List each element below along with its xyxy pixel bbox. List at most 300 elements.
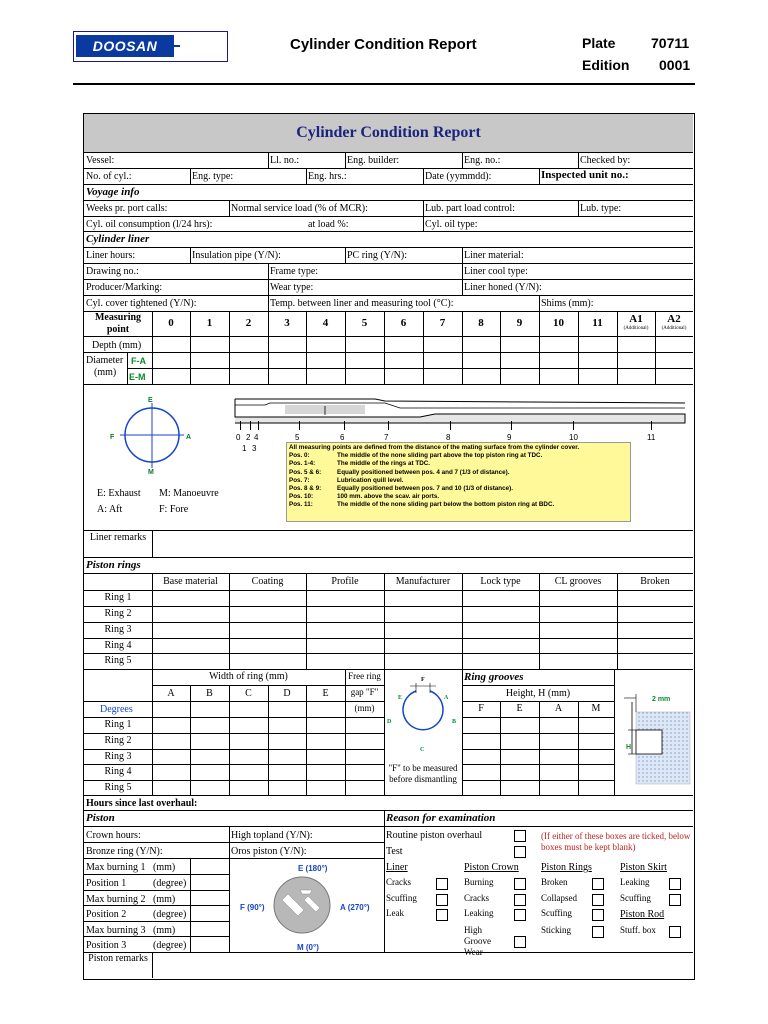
note-row-key: Pos. 0: — [289, 452, 310, 460]
measuring-point-number: 6 — [400, 317, 407, 329]
note-row — [289, 501, 628, 509]
note-row-value: Equally positioned between pos. 7 and 10 (1/3 of distance). — [337, 485, 513, 493]
tick-note: (If either of these boxes are ticked, below boxes must be kept blank) — [541, 831, 691, 852]
reason-item-checkbox[interactable] — [669, 926, 681, 938]
rule — [84, 952, 693, 953]
width-column-header: E — [322, 688, 329, 699]
crown-f90: F (90°) — [240, 903, 265, 912]
profile-tick-line — [344, 421, 345, 430]
note-row-key: Pos. 10: — [289, 493, 314, 501]
note-rows — [289, 452, 628, 509]
liner-hours-label: Liner hours: — [86, 250, 136, 261]
f-measured-label: "F" to be measured — [388, 763, 458, 773]
measuring-point-number: 11 — [592, 317, 603, 329]
doosan-logo: DOOSAN — [76, 35, 174, 57]
profile-tick-line — [450, 421, 451, 430]
em-label: E-M — [129, 372, 146, 382]
profile-tick-line — [258, 421, 259, 430]
test-label: Test — [386, 846, 403, 857]
gap-diagram-b: B — [452, 719, 457, 725]
piston-heading: Piston — [86, 812, 115, 824]
note-row-value: The middle of the none sliding part above the top piston ring at TDC. — [337, 452, 543, 460]
reason-item-checkbox[interactable] — [436, 878, 448, 890]
frame-type-label: Frame type: — [270, 266, 319, 277]
rule — [462, 685, 614, 686]
profile-tick-label: 1 — [242, 444, 247, 453]
legend-fore: F: Fore — [159, 504, 189, 515]
h-label: H — [626, 744, 632, 751]
ring-row-label: Ring 1 — [104, 719, 132, 730]
reason-item-label: Cracks — [386, 877, 411, 887]
profile-tick-line — [651, 421, 652, 430]
ring-row-label: Ring 3 — [104, 624, 132, 635]
rule — [84, 826, 693, 827]
rule — [268, 152, 269, 168]
rule — [384, 573, 385, 669]
width-column-header: C — [245, 688, 252, 699]
eng-hrs-label: Eng. hrs.: — [308, 171, 347, 182]
rule — [127, 368, 693, 369]
rule — [84, 557, 693, 558]
measuring-point-number: 1 — [206, 317, 213, 329]
eng-builder-label: Eng. builder: — [347, 155, 400, 166]
rule — [423, 168, 424, 184]
measuring-points-note — [286, 442, 631, 522]
profile-tick-line — [250, 421, 251, 430]
rule — [84, 890, 229, 891]
orientation-m: M — [148, 469, 154, 476]
rule — [539, 701, 540, 795]
rule — [152, 952, 153, 978]
gap-diagram-c: C — [420, 747, 425, 753]
rule — [578, 200, 579, 216]
oros-label: Oros piston (Y/N): — [231, 846, 307, 857]
reason-item-label: Scuffing — [620, 893, 651, 903]
reason-item-label: Collapsed — [541, 893, 577, 903]
reason-item-checkbox[interactable] — [436, 909, 448, 921]
profile-tick-line — [573, 421, 574, 430]
rule — [617, 573, 618, 669]
crown-reason-heading: Piston Crown — [464, 862, 519, 873]
note-row-value: Equally positioned between pos. 4 and 7 (1/3 of distance). — [337, 468, 510, 476]
rule — [84, 311, 693, 312]
weeks-label: Weeks pr. port calls: — [86, 203, 168, 214]
temp-between-label: Temp. between liner and measuring tool (°C): — [270, 298, 454, 309]
reason-item-checkbox[interactable] — [514, 909, 526, 921]
gap-diagram-e: E — [398, 695, 403, 701]
rule — [462, 247, 463, 295]
rule — [84, 279, 693, 280]
gap-diagram-a: A — [444, 695, 449, 701]
profile-tick-label: 2 — [246, 433, 251, 442]
rule — [84, 749, 384, 750]
ring-row-label: Ring 4 — [104, 640, 132, 651]
ring-row-label: Ring 3 — [104, 751, 132, 762]
rule — [84, 530, 693, 531]
rule — [152, 530, 153, 557]
rule — [462, 701, 614, 702]
piston-row-label: Position 3 — [86, 940, 127, 951]
rule — [423, 200, 424, 231]
liner-honed-label: Liner honed (Y/N): — [464, 282, 542, 293]
profile-tick-label: 10 — [569, 433, 578, 442]
ring-column-header: Base material — [163, 576, 218, 587]
piston-row-unit: (mm) — [153, 925, 176, 936]
edition-label: Edition — [582, 57, 630, 73]
width-column-header: D — [283, 688, 291, 699]
voyage-info-heading: Voyage info — [86, 186, 140, 198]
a1-additional: (Additional) — [623, 326, 649, 331]
cyl-oil-cons-label: Cyl. oil consumption (l/24 hrs): — [86, 219, 213, 230]
profile-tick-line — [388, 421, 389, 430]
rule — [190, 685, 191, 795]
rule — [84, 622, 693, 623]
rule — [578, 152, 579, 168]
header-rule — [73, 83, 695, 85]
rule — [500, 701, 501, 795]
reason-item-checkbox[interactable] — [669, 894, 681, 906]
reason-item-label: Burning — [464, 877, 494, 887]
liner-material-label: Liner material: — [464, 250, 524, 261]
routine-label: Routine piston overhaul — [386, 830, 483, 841]
reason-item-checkbox[interactable] — [592, 926, 604, 938]
note-row — [289, 493, 628, 501]
piston-row-unit: (mm) — [153, 862, 176, 873]
producer-label: Producer/Marking: — [86, 282, 163, 293]
rule — [539, 168, 540, 184]
eng-no-label: Eng. no.: — [464, 155, 501, 166]
degrees-label: Degrees — [100, 704, 133, 715]
rule — [614, 669, 615, 795]
cyl-oil-type-label: Cyl. oil type: — [425, 219, 478, 230]
gap-unit: (mm) — [354, 703, 375, 713]
ring-column-header: Broken — [640, 576, 670, 587]
ll-no-label: Ll. no.: — [270, 155, 300, 166]
piston-row-unit: (degree) — [153, 909, 187, 920]
diameter-unit: (mm) — [94, 367, 117, 378]
piston-row-label: Max burning 2 — [86, 894, 146, 905]
reason-item-checkbox[interactable] — [669, 878, 681, 890]
rule — [84, 764, 384, 765]
test-checkbox[interactable] — [514, 846, 526, 858]
rule — [268, 685, 269, 795]
rule — [345, 247, 346, 263]
reason-item-label: Leaking — [464, 908, 494, 918]
ring-column-header: Manufacturer — [395, 576, 451, 587]
rule — [84, 295, 693, 296]
note-row — [289, 460, 628, 468]
reason-item-checkbox[interactable] — [592, 909, 604, 921]
measuring-point-number: 9 — [516, 317, 523, 329]
rule — [84, 810, 693, 811]
rule — [84, 352, 693, 353]
profile-tick-label: 3 — [252, 444, 257, 453]
plate-value: 70711 — [651, 35, 690, 51]
liner-reason-heading: Liner — [386, 862, 408, 873]
ring-row-label: Ring 2 — [104, 608, 132, 619]
ring-column-header: Lock type — [480, 576, 521, 587]
edition-value: 0001 — [659, 57, 691, 73]
piston-row-label: Max burning 1 — [86, 862, 146, 873]
crown-a270: A (270°) — [340, 903, 370, 912]
rule — [84, 231, 693, 232]
no-cyl-label: No. of cyl.: — [86, 171, 132, 182]
high-topland-label: High topland (Y/N): — [231, 830, 313, 841]
profile-tick-label: 11 — [647, 433, 656, 442]
rings-reason-heading: Piston Rings — [541, 862, 592, 873]
rule — [84, 216, 693, 217]
crown-e180: E (180°) — [298, 864, 328, 873]
a2-label: A2 — [667, 313, 681, 325]
note-row-key: Pos. 5 & 6: — [289, 468, 322, 476]
wear-type-label: Wear type: — [270, 282, 314, 293]
reason-item-label: Stuff. box — [620, 925, 656, 935]
note-row-key: Pos. 8 & 9: — [289, 485, 322, 493]
rule — [84, 842, 384, 843]
at-load-label: at load %: — [308, 219, 349, 230]
rule — [578, 701, 579, 795]
form-title: Cylinder Condition Report — [296, 124, 481, 141]
date-label: Date (yymmdd): — [425, 171, 492, 182]
measuring-point-number: 3 — [284, 317, 290, 329]
note-row-value: The middle of the none sliding part below the bottom piston ring at BDC. — [337, 501, 555, 509]
note-row-key: Pos. 1-4: — [289, 460, 316, 468]
measuring-point-number: 5 — [361, 317, 368, 329]
free-ring-label: Free ring — [348, 671, 381, 681]
piston-row-unit: (degree) — [153, 940, 187, 951]
groove-column-header: E — [516, 703, 523, 714]
reason-heading: Reason for examination — [386, 812, 496, 824]
profile-tick-line — [511, 421, 512, 430]
profile-tick-line — [240, 421, 241, 430]
profile-tick-label: 8 — [446, 433, 451, 442]
rule — [462, 152, 463, 168]
rule — [84, 653, 693, 654]
rule — [84, 200, 693, 201]
groove-column-header: M — [591, 703, 601, 714]
rule — [190, 168, 191, 184]
note-row — [289, 477, 628, 485]
orientation-f: F — [110, 434, 115, 441]
ring-column-header: Coating — [251, 576, 284, 587]
note-head: All measuring points are defined from the distance of the mating surface from the cylinder cover. — [289, 444, 580, 451]
rule — [229, 826, 230, 858]
header-title: Cylinder Condition Report — [290, 36, 477, 53]
liner-profile-drawing — [225, 393, 690, 433]
rule — [84, 874, 229, 875]
logo-box — [73, 31, 228, 62]
rule — [190, 858, 191, 952]
note-row-value: 100 mm. above the scav. air ports. — [337, 493, 440, 501]
insulation-label: Insulation pipe (Y/N): — [192, 250, 281, 261]
piston-row-unit: (degree) — [153, 878, 187, 889]
profile-tick-label: 6 — [340, 433, 345, 442]
depth-label: Depth (mm) — [92, 340, 142, 351]
groove-column-header: F — [478, 703, 484, 714]
eng-type-label: Eng. type: — [192, 171, 234, 182]
piston-rings-heading: Piston rings — [86, 559, 141, 571]
legend-manoeuvre: M: Manoeuvre — [159, 488, 219, 499]
skirt-reason-heading: Piston Skirt — [620, 862, 667, 873]
rule — [84, 263, 693, 264]
rule — [462, 717, 614, 718]
width-column-header: A — [167, 688, 175, 699]
rule — [84, 669, 693, 670]
rule — [229, 573, 230, 669]
width-of-ring-label: Width of ring (mm) — [209, 671, 288, 682]
orientation-a: A — [186, 434, 192, 441]
two-mm-label: 2 mm — [652, 696, 671, 703]
profile-tick-label: 0 — [236, 433, 241, 442]
rule — [229, 685, 230, 795]
shims-label: Shims (mm): — [541, 298, 594, 309]
rule — [462, 573, 463, 669]
rule — [539, 573, 540, 669]
groove-column-header: A — [554, 703, 563, 714]
rule — [462, 764, 614, 765]
piston-row-unit: (mm) — [153, 894, 176, 905]
height-label: Height, H (mm) — [505, 688, 571, 699]
measuring-point-number: 10 — [553, 317, 564, 329]
rule — [84, 701, 384, 702]
reason-item-checkbox[interactable] — [514, 894, 526, 906]
reason-item-label: Leaking — [620, 877, 650, 887]
reason-item-label: Scuffing — [541, 908, 572, 918]
gap-f-label: gap "F" — [350, 687, 379, 697]
note-row-key: Pos. 7: — [289, 476, 310, 484]
routine-checkbox[interactable] — [514, 830, 526, 842]
pc-ring-label: PC ring (Y/N): — [347, 250, 407, 261]
rule — [84, 795, 693, 796]
before-dismantling-label: before dismantling — [389, 774, 457, 784]
ring-row-label: Ring 5 — [104, 655, 132, 666]
reason-item-checkbox[interactable] — [436, 894, 448, 906]
piston-crown-diagram — [262, 870, 342, 940]
reason-item-checkbox[interactable] — [514, 878, 526, 890]
rule — [84, 858, 384, 859]
rod-reason-heading: Piston Rod — [620, 909, 665, 920]
profile-tick-label: 5 — [295, 433, 300, 442]
crown-hours-label: Crown hours: — [86, 830, 141, 841]
orientation-diagram — [100, 390, 210, 480]
reason-item-label: Scuffing — [386, 893, 417, 903]
rule — [268, 263, 269, 311]
legend-exhaust: E: Exhaust — [97, 488, 141, 499]
ring-column-header: Profile — [331, 576, 359, 587]
rule — [84, 780, 384, 781]
form-title-bar — [84, 114, 693, 153]
reason-item-label: Sticking — [541, 925, 572, 935]
logo-dash — [174, 45, 180, 47]
a1-label: A1 — [629, 313, 643, 325]
rule — [462, 749, 614, 750]
measuring-point-label: Measuring point — [94, 312, 142, 335]
rule — [84, 590, 693, 591]
measuring-point-number: 7 — [439, 317, 446, 329]
rule — [84, 638, 693, 639]
plate-label: Plate — [582, 35, 616, 51]
profile-tick-label: 4 — [254, 433, 259, 442]
ring-column-header: CL grooves — [554, 576, 602, 587]
note-row-value: The middle of the rings at TDC. — [337, 460, 431, 468]
lub-part-label: Lub. part load control: — [425, 203, 515, 214]
measuring-point-number: 8 — [478, 317, 484, 329]
reason-item-checkbox[interactable] — [514, 936, 526, 948]
rule — [84, 384, 693, 385]
inspected-unit-label: Inspected unit no.: — [541, 169, 629, 181]
ring-row-label: Ring 2 — [104, 735, 132, 746]
legend-aft: A: Aft — [97, 504, 123, 515]
fa-label: F-A — [131, 356, 146, 366]
ring-row-label: Ring 4 — [104, 766, 132, 777]
rule — [539, 295, 540, 311]
rule — [229, 858, 230, 952]
rule — [152, 573, 153, 669]
rule — [306, 168, 307, 184]
normal-service-label: Normal service load (% of MCR): — [231, 203, 368, 214]
liner-cool-label: Liner cool type: — [464, 266, 528, 277]
rule — [84, 336, 693, 337]
bronze-ring-label: Bronze ring (Y/N): — [86, 846, 163, 857]
reason-item-label: Broken — [541, 877, 568, 887]
piston-row-label: Position 1 — [86, 878, 127, 889]
profile-tick-label: 7 — [384, 433, 389, 442]
width-column-header: B — [206, 688, 213, 699]
rule — [229, 200, 230, 216]
rule — [84, 247, 693, 248]
rule — [462, 780, 614, 781]
diameter-label: Diameter — [86, 355, 124, 366]
reason-item-label: High Groove Wear — [464, 925, 491, 957]
profile-tick-label: 9 — [507, 433, 512, 442]
rule — [345, 152, 346, 168]
ring-row-label: Ring 5 — [104, 782, 132, 793]
rule — [84, 184, 693, 185]
reason-item-checkbox[interactable] — [592, 878, 604, 890]
note-row-key: Pos. 11: — [289, 501, 313, 509]
ring-grooves-heading: Ring grooves — [464, 671, 524, 683]
gap-diagram-f: F — [421, 677, 425, 683]
vessel-label: Vessel: — [86, 155, 115, 166]
rule — [462, 733, 614, 734]
reason-item-label: Cracks — [464, 893, 489, 903]
cylinder-liner-heading: Cylinder liner — [86, 233, 150, 245]
piston-row-label: Position 2 — [86, 909, 127, 920]
note-row — [289, 485, 628, 493]
gap-diagram-d: D — [387, 719, 392, 725]
lub-type-label: Lub. type: — [580, 203, 622, 214]
reason-item-label: Leak — [386, 908, 404, 918]
rule — [84, 733, 384, 734]
crown-m0: M (0°) — [297, 943, 319, 952]
note-row-value: Lubrication quill level. — [337, 476, 404, 484]
hours-since-label: Hours since last overhaul: — [86, 798, 198, 809]
rule — [306, 685, 307, 795]
note-row — [289, 469, 628, 477]
ring-row-label: Ring 1 — [104, 592, 132, 603]
checked-by-label: Checked by: — [580, 155, 631, 166]
rule — [190, 247, 191, 263]
measuring-point-number: 2 — [245, 317, 252, 329]
drawing-no-label: Drawing no.: — [86, 266, 139, 277]
piston-remarks-label: Piston remarks — [88, 953, 148, 964]
a2-additional: (Additional) — [661, 326, 687, 331]
reason-item-checkbox[interactable] — [592, 894, 604, 906]
profile-tick-line — [299, 421, 300, 430]
liner-remarks-label: Liner remarks — [89, 532, 147, 543]
piston-row-label: Max burning 3 — [86, 925, 146, 936]
rule — [84, 606, 693, 607]
